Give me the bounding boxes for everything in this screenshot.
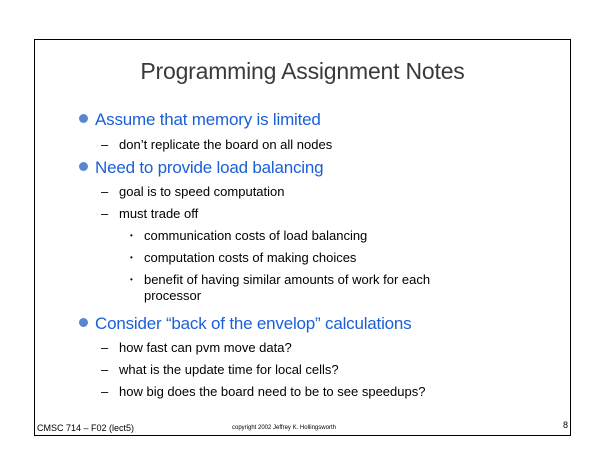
bullet-2-subsub-3-text: benefit of having similar amounts of work for each processor	[143, 272, 431, 303]
bullet-1-sub-1	[101, 137, 332, 152]
bullet-2-sub-1-text: goal is to speed computation	[119, 184, 285, 199]
dash-glyph: –	[101, 206, 109, 221]
bullet-1	[79, 110, 321, 130]
bullet-2-sub-2	[101, 206, 198, 221]
bullet-dot-icon	[79, 318, 88, 327]
dash-glyph: –	[101, 384, 109, 399]
bullet-3-sub-2	[101, 362, 339, 377]
bullet-3-sub-1	[101, 340, 292, 355]
footer-copyright: copyright 2002 Jeffrey K. Hollingsworth	[232, 425, 336, 431]
bullet-2-subsub-3	[130, 272, 490, 304]
footer-course: CMSC 714 – F02 (lect5)	[37, 423, 135, 433]
bullet-2-subsub-2	[130, 250, 500, 266]
bullet-dot-icon	[79, 114, 88, 123]
small-bullet-glyph: •	[130, 231, 133, 240]
dash-glyph: –	[101, 362, 109, 377]
bullet-dot-icon	[79, 162, 88, 171]
bullet-2-text: Need to provide load balancing	[95, 158, 324, 177]
bullet-1-sub-1-text: don’t replicate the board on all nodes	[119, 137, 333, 152]
bullet-2	[79, 158, 323, 178]
bullet-3-text: Consider “back of the envelop” calculations	[95, 314, 412, 333]
slide-title: Programming Assignment Notes	[140, 58, 465, 84]
bullet-2-sub-2-text: must trade off	[119, 206, 199, 221]
dash-glyph: –	[101, 137, 109, 152]
bullet-3-sub-3-text: how big does the board need to be to see speedups?	[119, 384, 426, 399]
bullet-2-sub-1	[101, 184, 285, 199]
bullet-3-sub-3	[101, 384, 425, 399]
bullet-3	[79, 314, 411, 334]
bullet-1-text: Assume that memory is limited	[95, 110, 321, 129]
small-bullet-glyph: •	[130, 253, 133, 262]
dash-glyph: –	[101, 184, 109, 199]
bullet-3-sub-1-text: how fast can pvm move data?	[119, 340, 292, 355]
bullet-2-subsub-1-text: communication costs of load balancing	[144, 228, 368, 243]
dash-glyph: –	[101, 340, 109, 355]
bullet-2-subsub-1	[130, 228, 500, 244]
bullet-2-subsub-2-text: computation costs of making choices	[144, 250, 357, 265]
small-bullet-glyph: •	[130, 275, 133, 284]
bullet-3-sub-2-text: what is the update time for local cells?	[119, 362, 339, 377]
page-number: 8	[563, 420, 569, 430]
